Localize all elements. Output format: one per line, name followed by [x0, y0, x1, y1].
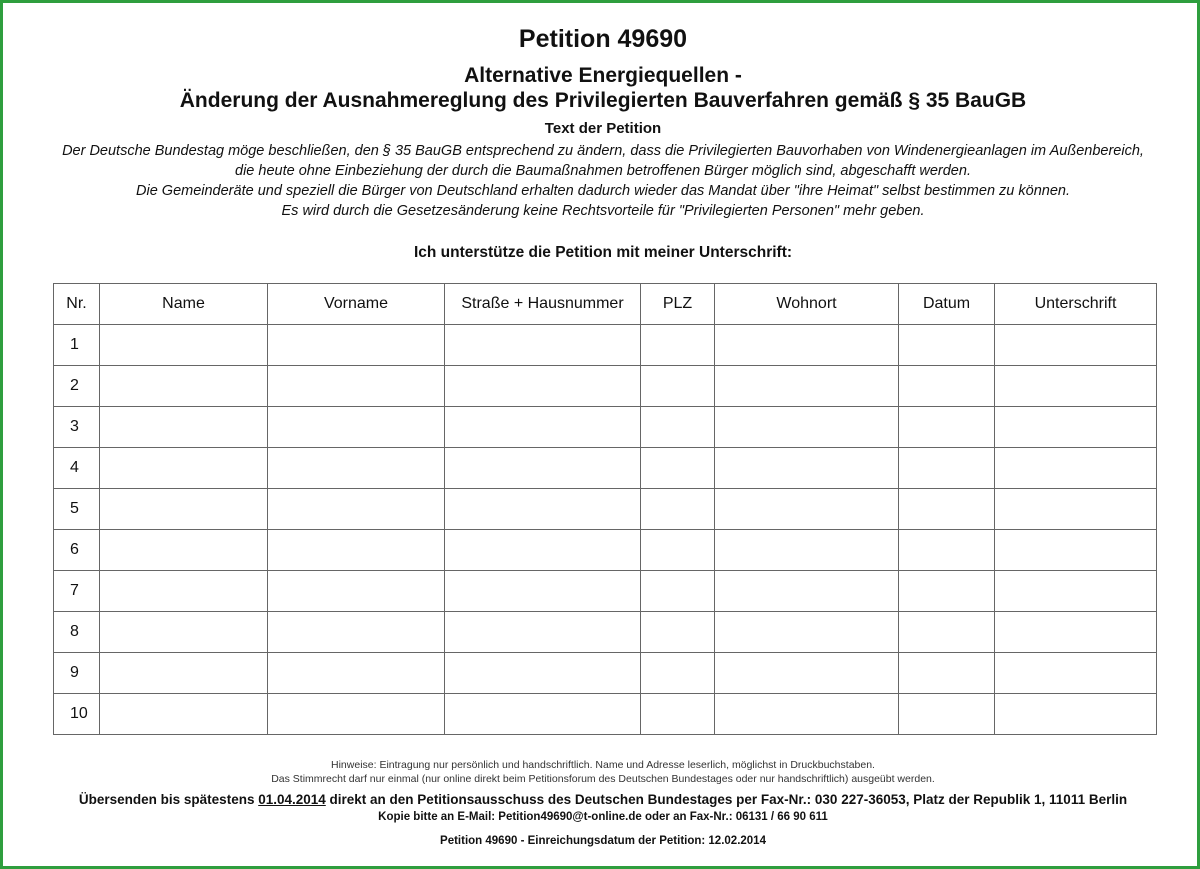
cell-vorname[interactable] — [268, 489, 445, 530]
row-number: 2 — [54, 366, 100, 407]
cell-vorname[interactable] — [268, 407, 445, 448]
send-instructions — [3, 792, 1200, 807]
row-number: 5 — [54, 489, 100, 530]
cell-datum[interactable] — [899, 612, 995, 653]
cell-datum[interactable] — [899, 366, 995, 407]
cell-strasse[interactable] — [445, 612, 641, 653]
header-strasse: Straße + Hausnummer — [445, 284, 641, 325]
cell-name[interactable] — [100, 612, 268, 653]
row-number: 1 — [54, 325, 100, 366]
cell-name[interactable] — [100, 530, 268, 571]
cell-datum[interactable] — [899, 571, 995, 612]
petition-subtitle-line-1: Alternative Energiequellen - — [464, 64, 742, 87]
header-nr: Nr. — [54, 284, 100, 325]
cell-unterschrift[interactable] — [995, 571, 1157, 612]
cell-name[interactable] — [100, 694, 268, 735]
cell-plz[interactable] — [641, 366, 715, 407]
table-row — [54, 530, 1157, 571]
header-vorname: Vorname — [268, 284, 445, 325]
submission-date-line: Petition 49690 - Einreichungsdatum der Petition: 12.02.2014 — [440, 835, 766, 847]
cell-vorname[interactable] — [268, 325, 445, 366]
cell-plz[interactable] — [641, 530, 715, 571]
header-wohnort: Wohnort — [715, 284, 899, 325]
cell-strasse[interactable] — [445, 366, 641, 407]
cell-wohnort[interactable] — [715, 489, 899, 530]
cell-wohnort[interactable] — [715, 448, 899, 489]
cell-vorname[interactable] — [268, 366, 445, 407]
cell-datum[interactable] — [899, 325, 995, 366]
cell-plz[interactable] — [641, 612, 715, 653]
cell-unterschrift[interactable] — [995, 694, 1157, 735]
hint-line-1: Hinweise: Eintragung nur persönlich und handschriftlich. Name und Adresse leserlich, möglichst in Druckbuchstaben. — [331, 759, 875, 771]
cell-vorname[interactable] — [268, 571, 445, 612]
signature-table — [53, 283, 1157, 735]
table-row — [54, 571, 1157, 612]
cell-wohnort[interactable] — [715, 571, 899, 612]
cell-plz[interactable] — [641, 325, 715, 366]
cell-name[interactable] — [100, 366, 268, 407]
header-name: Name — [100, 284, 268, 325]
send-suffix: direkt an den Petitionsausschuss des Deutschen Bundestages per Fax-Nr.: 030 227-36053, Platz der Republik 1, 11011 Berlin — [325, 792, 1128, 807]
cell-wohnort[interactable] — [715, 366, 899, 407]
cell-wohnort[interactable] — [715, 653, 899, 694]
cell-unterschrift[interactable] — [995, 530, 1157, 571]
cell-plz[interactable] — [641, 571, 715, 612]
cell-strasse[interactable] — [445, 325, 641, 366]
petition-text-heading: Text der Petition — [544, 120, 662, 137]
cell-unterschrift[interactable] — [995, 407, 1157, 448]
header-datum: Datum — [899, 284, 995, 325]
table-row — [54, 407, 1157, 448]
petition-subtitle-line-2: Änderung der Ausnahmereglung des Privilegierten Bauverfahren gemäß § 35 BauGB — [179, 89, 1027, 112]
cell-wohnort[interactable] — [715, 325, 899, 366]
table-row — [54, 694, 1157, 735]
cell-unterschrift[interactable] — [995, 612, 1157, 653]
cell-name[interactable] — [100, 489, 268, 530]
cell-datum[interactable] — [899, 407, 995, 448]
cell-wohnort[interactable] — [715, 612, 899, 653]
row-number: 6 — [54, 530, 100, 571]
send-deadline: 01.04.2014 — [258, 792, 326, 807]
petition-text-line-4: Es wird durch die Gesetzesänderung keine Rechtsvorteile für "Privilegierten Personen" mehr geben. — [281, 203, 925, 219]
petition-text-line-1: Der Deutsche Bundestag möge beschließen, den § 35 BauGB entsprechend zu ändern, dass die Privilegierten Bauvorhaben von Windenergieanlagen im Außenbereich, — [62, 143, 1144, 159]
cell-strasse[interactable] — [445, 530, 641, 571]
table-row — [54, 448, 1157, 489]
table-row — [54, 489, 1157, 530]
cell-vorname[interactable] — [268, 653, 445, 694]
cell-strasse[interactable] — [445, 571, 641, 612]
cell-strasse[interactable] — [445, 407, 641, 448]
table-row — [54, 325, 1157, 366]
cell-unterschrift[interactable] — [995, 653, 1157, 694]
row-number: 4 — [54, 448, 100, 489]
cell-name[interactable] — [100, 407, 268, 448]
table-header-row — [54, 284, 1157, 325]
cell-wohnort[interactable] — [715, 694, 899, 735]
cell-datum[interactable] — [899, 653, 995, 694]
cell-unterschrift[interactable] — [995, 448, 1157, 489]
cell-name[interactable] — [100, 448, 268, 489]
row-number: 8 — [54, 612, 100, 653]
cell-plz[interactable] — [641, 653, 715, 694]
cell-vorname[interactable] — [268, 612, 445, 653]
cell-strasse[interactable] — [445, 489, 641, 530]
cell-datum[interactable] — [899, 448, 995, 489]
cell-name[interactable] — [100, 325, 268, 366]
send-prefix: Übersenden bis spätestens — [78, 792, 259, 807]
row-number: 9 — [54, 653, 100, 694]
cell-vorname[interactable] — [268, 530, 445, 571]
cell-name[interactable] — [100, 653, 268, 694]
hint-line-2: Das Stimmrecht darf nur einmal (nur online direkt beim Petitionsforum des Deutschen Bundestages oder nur handschriftlich) ausgeübt werden. — [271, 773, 935, 785]
header-unterschrift: Unterschrift — [995, 284, 1157, 325]
header-plz: PLZ — [641, 284, 715, 325]
cell-plz[interactable] — [641, 489, 715, 530]
cell-unterschrift[interactable] — [995, 489, 1157, 530]
petition-title: Petition 49690 — [518, 25, 688, 53]
petition-text-line-3: Die Gemeinderäte und speziell die Bürger von Deutschland erhalten dadurch wieder das Mandat über "ihre Heimat" selbst bestimmen zu können. — [136, 183, 1070, 199]
cell-wohnort[interactable] — [715, 407, 899, 448]
cell-plz[interactable] — [641, 694, 715, 735]
cell-plz[interactable] — [641, 448, 715, 489]
row-number: 3 — [54, 407, 100, 448]
cell-datum[interactable] — [899, 530, 995, 571]
cell-name[interactable] — [100, 571, 268, 612]
table-row — [54, 653, 1157, 694]
cell-wohnort[interactable] — [715, 530, 899, 571]
cell-strasse[interactable] — [445, 448, 641, 489]
cell-datum[interactable] — [899, 489, 995, 530]
cell-plz[interactable] — [641, 407, 715, 448]
cell-vorname[interactable] — [268, 448, 445, 489]
cell-vorname[interactable] — [268, 694, 445, 735]
row-number: 7 — [54, 571, 100, 612]
table-row — [54, 612, 1157, 653]
row-number: 10 — [54, 694, 100, 735]
cell-datum[interactable] — [899, 694, 995, 735]
cell-strasse[interactable] — [445, 653, 641, 694]
support-statement: Ich unterstütze die Petition mit meiner Unterschrift: — [413, 244, 793, 261]
cell-unterschrift[interactable] — [995, 325, 1157, 366]
petition-text-line-2: die heute ohne Einbeziehung der durch die Baumaßnahmen betroffenen Bürger möglich sind, abgeschafft werden. — [235, 163, 971, 179]
cell-strasse[interactable] — [445, 694, 641, 735]
table-row — [54, 366, 1157, 407]
copy-instructions: Kopie bitte an E-Mail: Petition49690@t-online.de oder an Fax-Nr.: 06131 / 66 90 611 — [378, 811, 828, 823]
cell-unterschrift[interactable] — [995, 366, 1157, 407]
